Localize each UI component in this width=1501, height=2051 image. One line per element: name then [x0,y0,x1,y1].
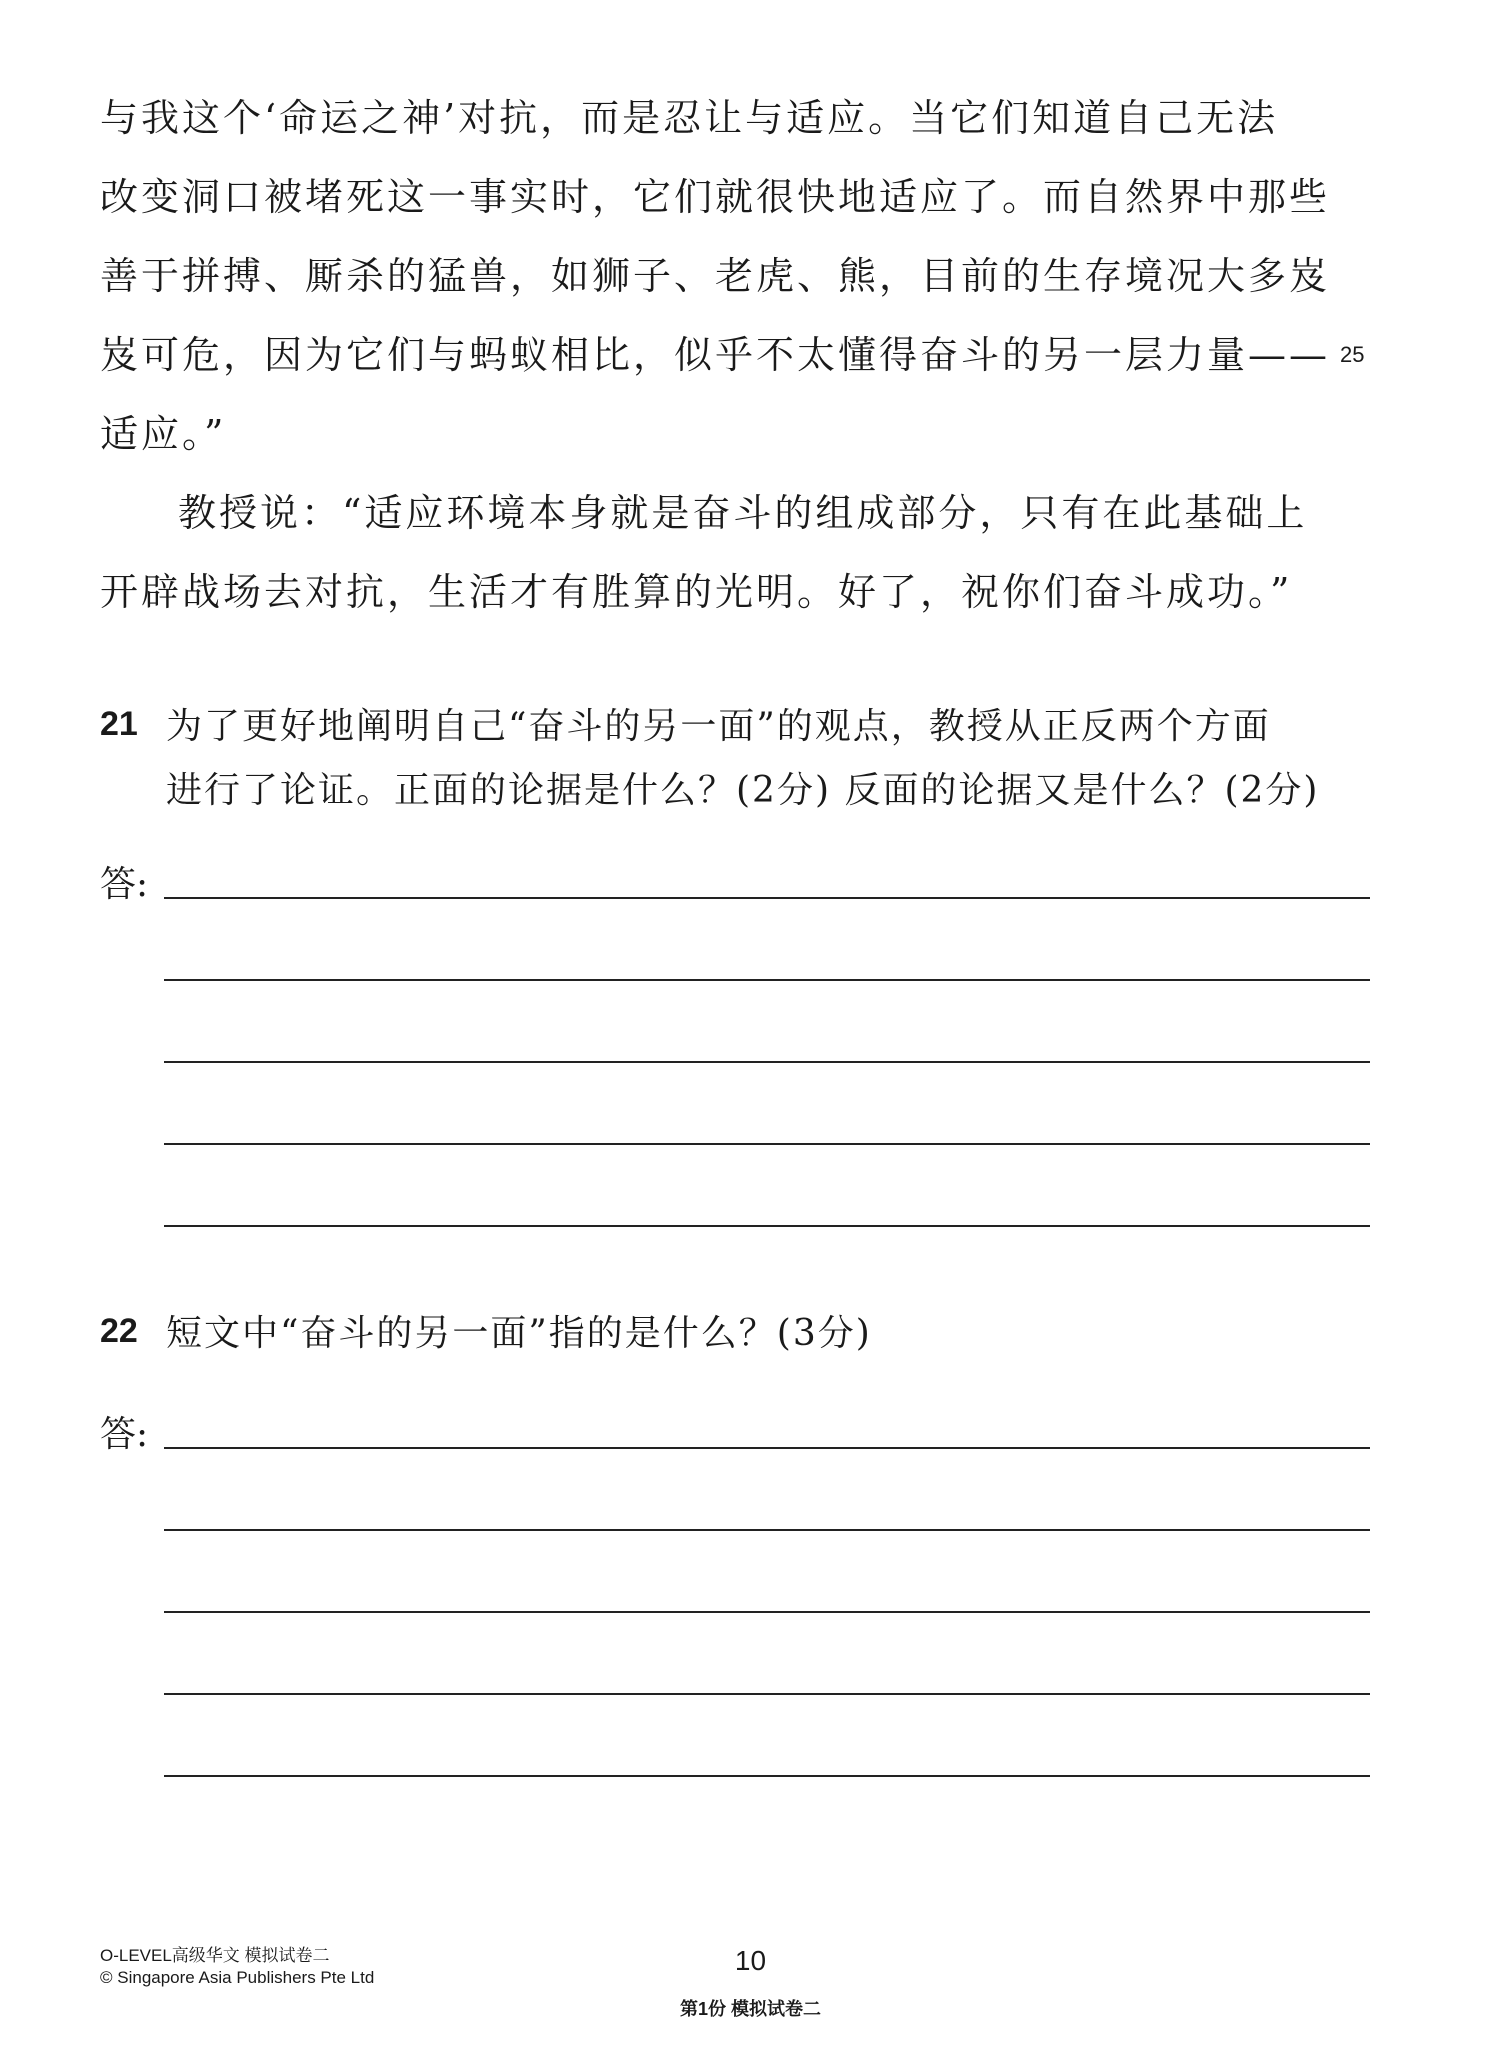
passage-line-number: 25 [1340,342,1365,367]
question-22 [100,1302,1370,1366]
passage-line: 适应。” [100,412,227,456]
answer-line[interactable] [164,1693,1370,1695]
question-line: 短文中“奋斗的另一面”指的是什么？(3分) [166,1313,872,1354]
question-line: 为了更好地阐明自己“奋斗的另一面”的观点，教授从正反两个方面 [166,706,1271,747]
answer-line[interactable] [164,1061,1370,1063]
question-number: 21 [100,705,138,743]
answer-line[interactable] [164,979,1370,981]
footer-copyright: © Singapore Asia Publishers Pte Ltd [100,1968,375,1987]
answer-line[interactable] [164,1529,1370,1531]
passage-line: 教授说：“适应环境本身就是奋斗的组成部分，只有在此基础上 [178,491,1308,535]
page-number: 10 [734,1945,767,1976]
question-number: 22 [100,1312,138,1350]
passage-line: 开辟战场去对抗，生活才有胜算的光明。好了，祝你们奋斗成功。” [100,570,1293,614]
answer-label: 答: [100,1414,149,1455]
footer-title: O-LEVEL高级华文 模拟试卷二 [100,1946,330,1965]
footer-section: 第1份 模拟试卷二 [679,1999,821,2019]
answer-line[interactable] [164,1143,1370,1145]
answer-line[interactable] [164,1225,1370,1227]
passage-line: 岌可危，因为它们与蚂蚁相比，似乎不太懂得奋斗的另一层力量—— [100,333,1331,377]
answer-line[interactable] [164,1447,1370,1449]
passage-line: 改变洞口被堵死这一事实时，它们就很快地适应了。而自然界中那些 [100,175,1331,219]
question-text [166,1302,1370,1366]
answer-line[interactable] [164,897,1370,899]
question-line: 进行了论证。正面的论据是什么？(2分) 反面的论据又是什么？(2分) [166,770,1320,811]
passage-line: 与我这个‘命运之神’对抗，而是忍让与适应。当它们知道自己无法 [100,96,1279,140]
question-21 [100,695,1370,823]
answer-line[interactable] [164,1775,1370,1777]
answer-line[interactable] [164,1611,1370,1613]
answer-label: 答: [100,864,149,905]
passage-line: 善于拼搏、厮杀的猛兽，如狮子、老虎、熊，目前的生存境况大多岌 [100,254,1331,298]
reading-passage [100,88,1370,641]
question-text [166,695,1370,823]
